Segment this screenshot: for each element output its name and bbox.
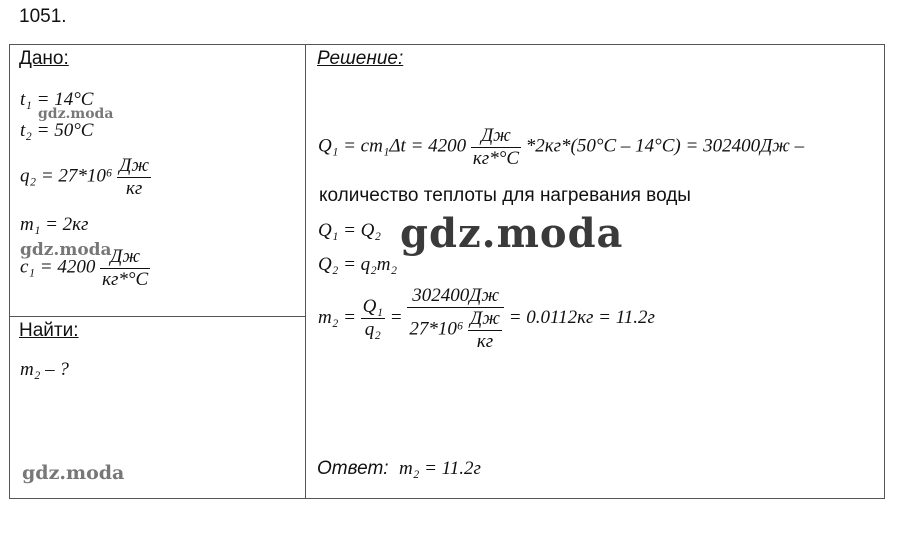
given-q2-num: Дж <box>119 155 150 176</box>
column-divider <box>305 44 306 499</box>
row-divider <box>9 316 305 317</box>
given-c1-left: c₁ = 4200 <box>20 256 96 278</box>
given-t2: t₂ = 50°C <box>20 120 94 141</box>
eq4-f2-den-num: Дж <box>470 307 500 329</box>
eq4-f2-den-den: кг <box>476 330 494 352</box>
eq4-f2-num: 302400Дж <box>407 285 504 308</box>
given-header: Дано: <box>19 48 69 69</box>
eq4-f2-den-fraction <box>468 308 502 353</box>
watermark-main: gdz.moda <box>400 210 624 257</box>
answer-line <box>317 458 481 480</box>
given-c1-den: кг*°C <box>102 268 149 290</box>
solution-eq2: Q₁ = Q₂ <box>318 220 381 241</box>
solution-eq4 <box>318 285 655 353</box>
answer-value: m₂ = 11.2г <box>399 458 481 479</box>
eq4-left: m₂ = <box>318 307 356 329</box>
given-q2 <box>20 155 151 200</box>
watermark-small-1: gdz.moda <box>38 106 114 122</box>
given-t1: t₁ = 14°C <box>20 89 94 110</box>
given-c1-fraction <box>100 246 150 291</box>
solution-header: Решение: <box>317 48 404 69</box>
watermark-small-2: gdz.moda <box>20 240 112 260</box>
eq1-fraction <box>471 125 521 170</box>
eq4-right: = 0.0112кг = 11.2г <box>508 307 655 329</box>
eq4-equals: = <box>389 307 403 329</box>
watermark-small-3: gdz.moda <box>22 462 125 484</box>
eq4-fraction-2 <box>407 285 504 353</box>
eq1-left: Q₁ = cm₁Δt = 4200 <box>318 135 467 157</box>
eq1-num: Дж <box>471 125 521 148</box>
eq4-fraction-1 <box>361 296 385 341</box>
problem-number: 1051. <box>19 6 67 27</box>
given-q2-fraction <box>117 155 151 200</box>
find-m2: m₂ – ? <box>20 359 69 380</box>
eq1-den: кг*°C <box>472 147 519 169</box>
eq1-explanation: количество теплоты для нагревания воды <box>319 185 691 206</box>
find-header: Найти: <box>19 320 79 341</box>
eq4-f1-num: Q₁ <box>362 296 383 318</box>
eq4-f2-den-left: 27*10⁶ <box>409 318 464 340</box>
eq4-f2-den <box>407 308 504 353</box>
given-q2-den: кг <box>126 177 143 199</box>
given-c1 <box>20 246 150 291</box>
given-q2-left: q₂ = 27*10⁶ <box>20 165 113 187</box>
answer-label: Ответ: <box>317 458 389 479</box>
solution-eq3: Q₂ = q₂m₂ <box>318 254 398 275</box>
given-m1: m₁ = 2кг <box>20 214 89 235</box>
solution-eq1 <box>318 125 804 170</box>
eq4-f1-den: q₂ <box>364 319 381 341</box>
eq1-right: *2кг*(50°C – 14°C) = 302400Дж – <box>525 135 805 157</box>
given-c1-num: Дж <box>100 246 150 269</box>
